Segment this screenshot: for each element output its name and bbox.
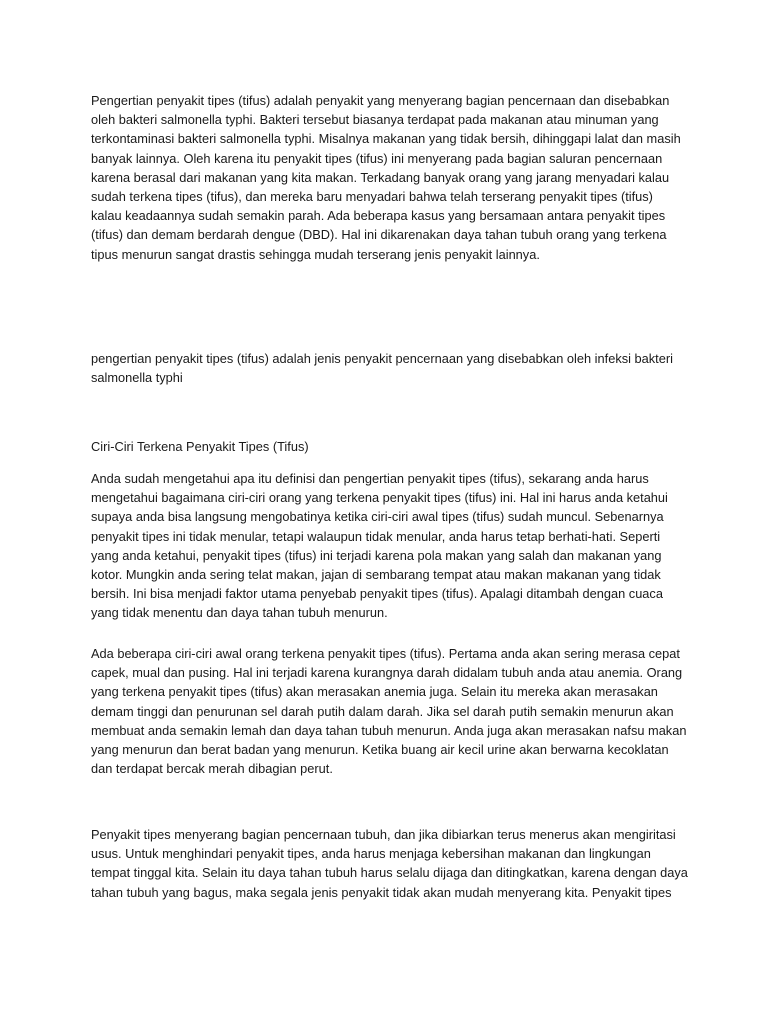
text-line: oleh bakteri salmonella typhi. Bakteri tersebut biasanya terdapat pada makanan atau minuman yang [91, 112, 659, 128]
text-line: (tifus) dan demam berdarah dengue (DBD). Hal ini dikarenakan daya tahan tubuh orang yang terkena [91, 227, 667, 243]
text-line: Penyakit tipes menyerang bagian pencernaan tubuh, dan jika dibiarkan terus menerus akan mengiritasi [91, 827, 676, 842]
heading-line: Ciri-Ciri Terkena Penyakit Tipes (Tifus) [91, 439, 309, 454]
text-line: penyakit tipes ini tidak menular, tetapi walaupun tidak menular, anda harus tetap berhati-hati. Seperti [91, 528, 661, 544]
paragraph-short-definition [91, 349, 673, 387]
text-line: terkontaminasi bakteri salmonella typhi. Misalnya makanan yang tidak bersih, dihinggapi lalat dan masih [91, 131, 681, 147]
text-line: yang menurun dan berat badan yang menurun. Ketika buang air kecil urine akan berwarna kecoklatan [91, 742, 669, 758]
text-line: pengertian penyakit tipes (tifus) adalah jenis penyakit pencernaan yang disebabkan oleh infeksi bakteri [91, 351, 673, 366]
text-line: membuat anda semakin lemah dan daya tahan tubuh menurun. Anda juga akan merasakan nafsu makan [91, 722, 687, 738]
text-line: bersih. Ini bisa menjadi faktor utama penyebab penyakit tipes (tifus). Apalagi ditambah dengan cuaca [91, 586, 663, 602]
text-line: salmonella typhi [91, 370, 183, 386]
paragraph-ciri-awal [91, 644, 686, 778]
paragraph-pencegahan [91, 825, 688, 902]
text-line: banyak lainnya. Oleh karena itu penyakit tipes (tifus) ini menyerang pada bagian saluran pencernaan [91, 150, 663, 166]
text-line: Ada beberapa ciri-ciri awal orang terkena penyakit tipes (tifus). Pertama anda akan sering merasa cepat [91, 646, 680, 661]
paragraph-definition-tipes [91, 91, 681, 264]
text-line: supaya anda bisa langsung mengobatinya ketika ciri-ciri awal tipes (tifus) sudah muncul. Sebenarnya [91, 509, 664, 525]
text-line: tempat tinggal kita. Selain itu daya tahan tubuh harus selalu dijaga dan ditingkatkan, karena dengan daya [91, 865, 688, 881]
text-line: dan terdapat bercak merah dibagian perut. [91, 761, 333, 777]
text-line: tahan tubuh yang bagus, maka segala jenis penyakit tidak akan mudah menyerang kita. Penyakit tipes [91, 884, 672, 900]
text-line: kalau keadaannya sudah semakin parah. Ada beberapa kasus yang bersamaan antara penyakit tipes [91, 208, 666, 224]
text-line: capek, mual dan pusing. Hal ini terjadi karena kurangnya darah didalam tubuh anda atau anemia. Orang [91, 665, 683, 681]
text-line: Anda sudah mengetahui apa itu definisi dan pengertian penyakit tipes (tifus), sekarang anda harus [91, 471, 649, 486]
text-line: yang terkena penyakit tipes (tifus) akan merasakan anemia juga. Selain itu mereka akan merasakan [91, 684, 658, 700]
text-line: sudah terkena tipes (tifus), dan mereka baru menyadari bahwa telah terserang penyakit tipes (tifus) [91, 189, 653, 205]
text-line: demam tinggi dan penurunan sel darah putih dalam darah. Jika sel darah putih semakin menurun akan [91, 703, 674, 719]
text-line: Pengertian penyakit tipes (tifus) adalah penyakit yang menyerang bagian pencernaan dan disebabkan [91, 93, 670, 108]
text-line: mengetahui bagaimana ciri-ciri orang yang terkena penyakit tipes (tifus) ini. Hal ini harus anda ketahui [91, 490, 668, 506]
text-line: yang tidak menentu dan daya tahan tubuh menurun. [91, 605, 388, 621]
paragraph-ciri-intro [91, 469, 668, 623]
text-line: kotor. Mungkin anda sering telat makan, jajan di sembarang tempat atau makan makanan yang tidak [91, 567, 661, 583]
section-heading-ciri-ciri [91, 437, 309, 456]
text-line: yang anda ketahui, penyakit tipes (tifus) ini terjadi karena pola makan yang salah dan makanan yang [91, 547, 662, 563]
text-line: usus. Untuk menghindari penyakit tipes, anda harus menjaga kebersihan makanan dan lingkungan [91, 846, 651, 862]
text-line: tipus menurun sangat drastis sehingga mudah terserang jenis penyakit lainnya. [91, 246, 540, 262]
text-line: karena berasal dari makanan yang kita makan. Terkadang banyak orang yang jarang menyadari kalau [91, 169, 670, 185]
